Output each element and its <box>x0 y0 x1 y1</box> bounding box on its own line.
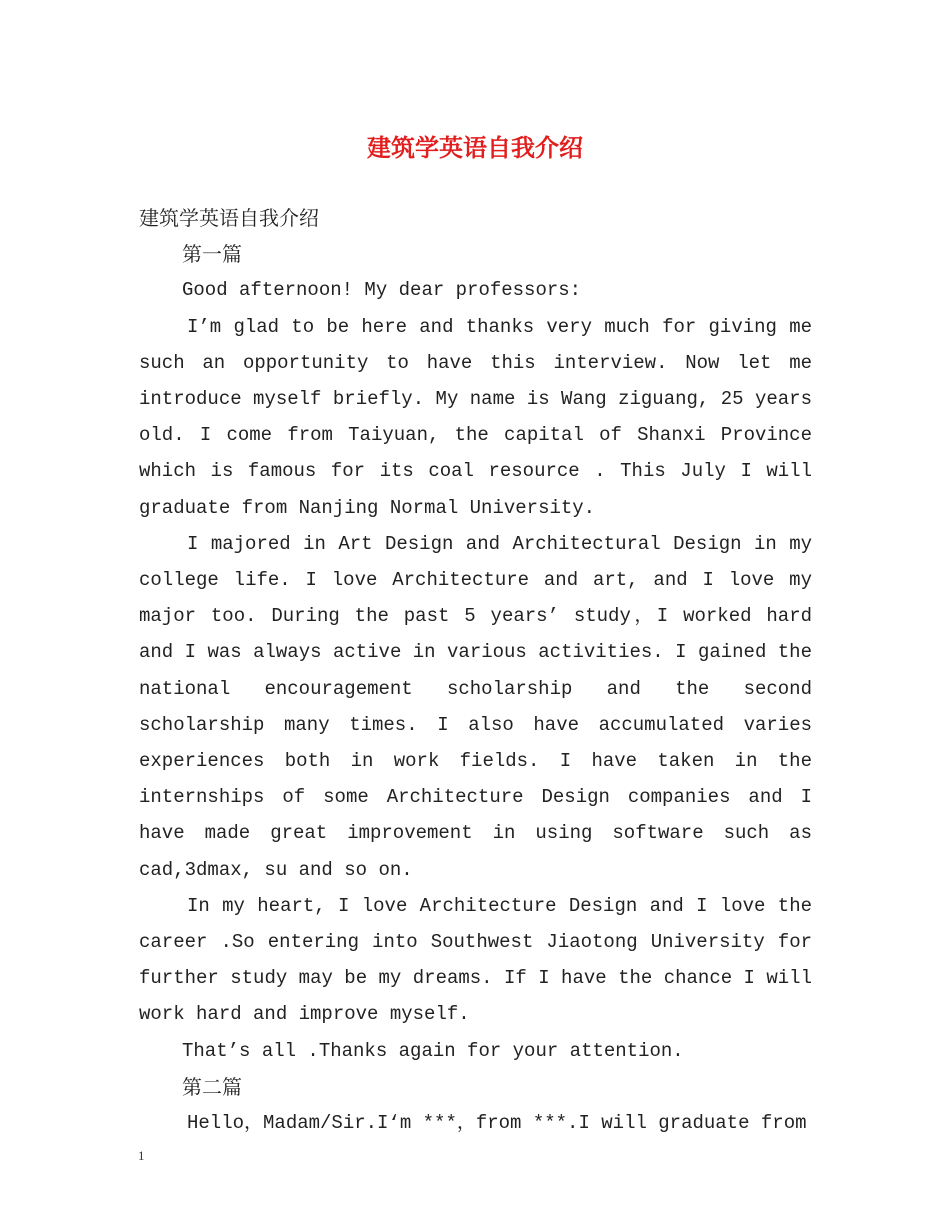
document-body <box>139 200 812 1141</box>
section-heading-1: 第一篇 <box>182 242 242 267</box>
page-number: 1 <box>138 1148 145 1163</box>
section-heading-2: 第二篇 <box>182 1074 242 1099</box>
greeting-line: Good afternoon! My dear professors: <box>182 279 582 302</box>
closing-line: That’s all .Thanks again for your attention. <box>182 1039 684 1062</box>
paragraph-2: I majored in Art Design and Architectural Design in my college life. I love Architecture and art, and I love my major too. During the past 5 years’ study，I worked hard and I was always active in various activities. I gained the national encouragement scholarship and the second scholarship many times. I also have accumulated varies experiences both in work fields. I have taken in the internships of some Architecture Design companies and I have made great improvement in using software such as cad,3dmax, su and so on. <box>139 532 812 881</box>
paragraph-4: Hello，Madam/Sir.I‘m ***，from ***.I will graduate from <box>187 1112 807 1135</box>
paragraph-3: In my heart, I love Architecture Design and I love the career .So entering into Southwest Jiaotong University for further study may be my dreams. If I have the chance I will work hard and improve myself. <box>139 894 812 1026</box>
document-subtitle: 建筑学英语自我介绍 <box>139 206 319 230</box>
document-title: 建筑学英语自我介绍 <box>367 133 583 162</box>
paragraph-1: I’m glad to be here and thanks very much for giving me such an opportunity to have this interview. Now let me introduce myself briefly. My name is Wang ziguang, 25 years old. I come from Taiyuan, the capital of Shanxi Province which is famous for its coal resource . This July I will graduate from Nanjing Normal University. <box>139 315 812 519</box>
